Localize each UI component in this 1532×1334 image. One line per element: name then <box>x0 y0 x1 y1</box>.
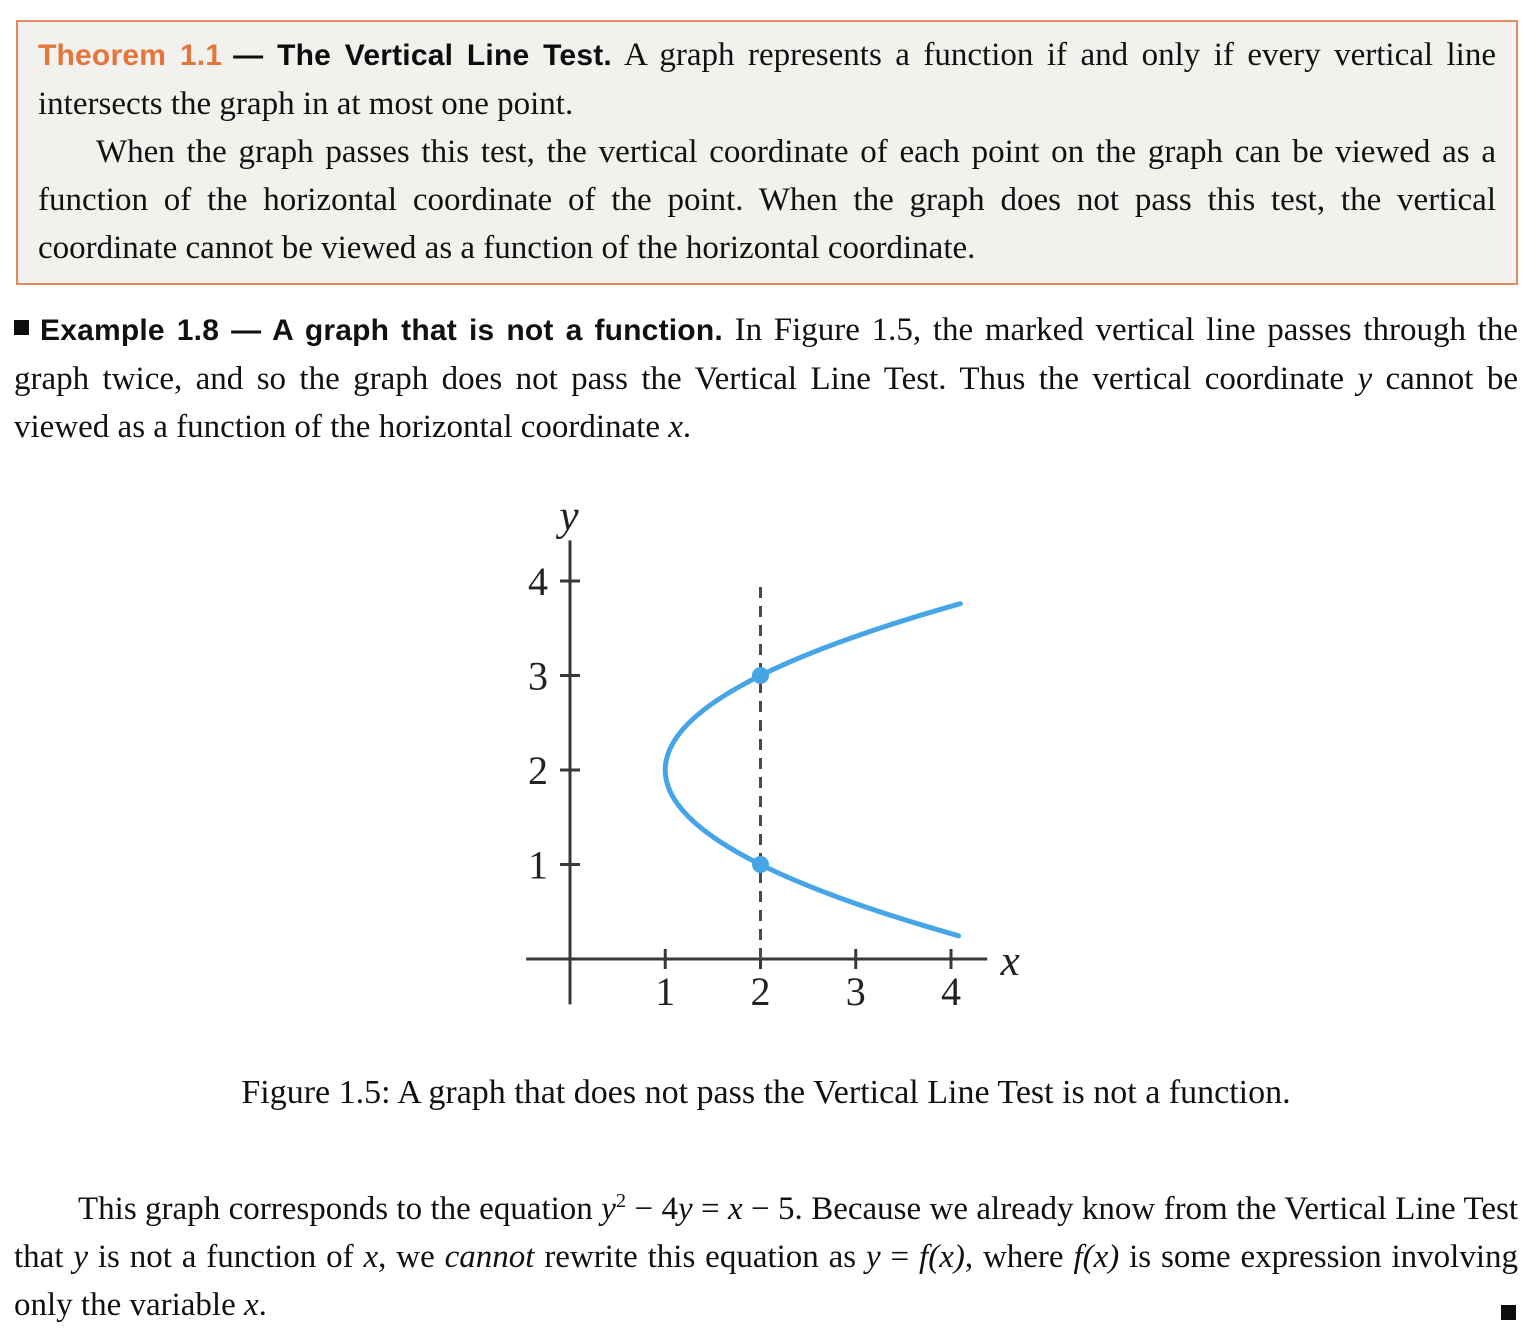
example-bullet-icon <box>14 320 29 335</box>
intersection-point <box>752 667 769 684</box>
theorem-title: — The Vertical Line Test. <box>233 39 612 72</box>
theorem-label: Theorem 1.1 <box>38 39 223 72</box>
svg-text:1: 1 <box>528 842 548 888</box>
svg-text:3: 3 <box>528 653 548 699</box>
theorem-box <box>16 20 1518 285</box>
svg-text:4: 4 <box>941 969 961 1014</box>
theorem-first-paragraph <box>38 31 1496 128</box>
closing-body: This graph corresponds to the equation $y^2 - 4y = x - 5$. Because we already know from the Vertical Line Test that y is not a function of x, we cannot rewrite this equation as y = f(x), where f(x) is some expression involving only the variable x. <box>14 1190 1519 1323</box>
figure <box>0 493 1532 1043</box>
example-body: In Figure 1.5, the marked vertical line passes through the graph twice, and so the graph does not pass the Vertical Line Test. Thus the vertical coordinate y cannot be viewed as a function of the horizontal coordinate x. <box>14 312 1518 445</box>
example-paragraph <box>14 306 1518 451</box>
theorem-body-2: When the graph passes this test, the vertical coordinate of each point on the graph can be viewed as a function of the horizontal coordinate of the point. When the graph does not pass this test, the vertical coordinate cannot be viewed as a function of the horizontal coordinate. <box>38 134 1496 266</box>
intersection-point <box>752 856 769 873</box>
figure-1-5-graph <box>506 493 1026 1038</box>
theorem-body-1: A graph represents a function if and only if every vertical line intersects the graph in at most one point. <box>38 37 1496 122</box>
svg-text:2: 2 <box>528 748 548 793</box>
example-label: Example 1.8 — A graph that is not a function. <box>40 314 723 347</box>
y-axis-label: y <box>559 493 579 540</box>
closing-paragraph <box>14 1185 1518 1329</box>
end-of-example-marker-icon <box>1501 1305 1516 1320</box>
svg-text:3: 3 <box>845 969 866 1014</box>
x-axis-label: x <box>1000 938 1020 985</box>
figure-caption: Figure 1.5: A graph that does not pass the Vertical Line Test is not a function. <box>241 1074 1291 1111</box>
svg-text:2: 2 <box>750 969 771 1014</box>
svg-text:4: 4 <box>528 559 548 604</box>
parabola-curve <box>665 604 960 936</box>
svg-text:1: 1 <box>655 969 676 1014</box>
